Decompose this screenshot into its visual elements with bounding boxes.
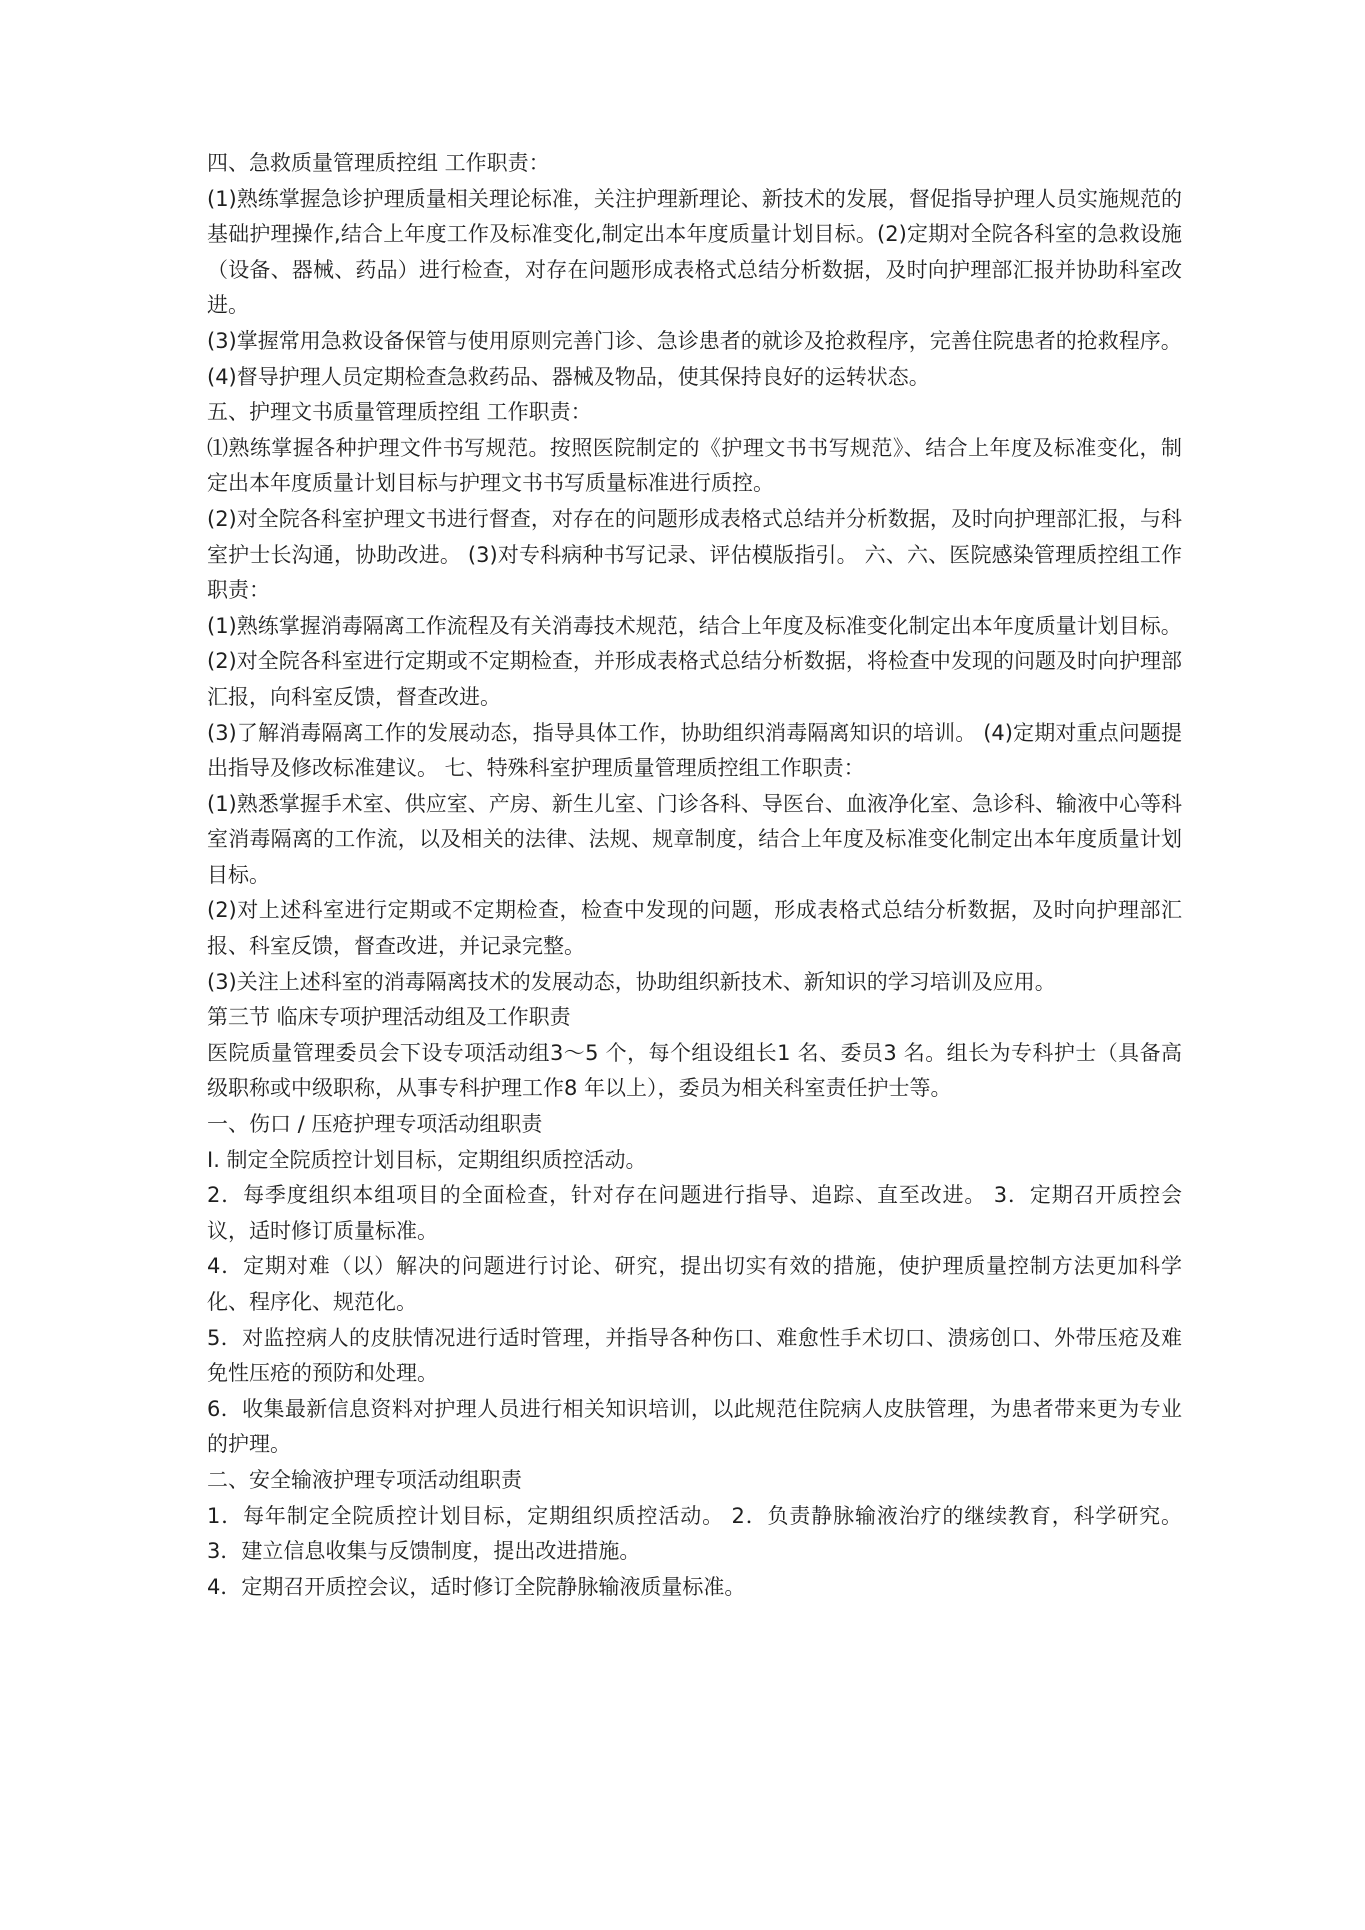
- paragraph: (2)对全院各科室进行定期或不定期检查，并形成表格式总结分析数据，将检查中发现的问题及时向护理部汇报，向科室反馈，督查改进。: [207, 649, 1182, 709]
- list-item: 4．定期召开质控会议，适时修订全院静脉输液质量标准。: [207, 1574, 746, 1599]
- list-item: 5．对监控病人的皮肤情况进行适时管理，并指导各种伤口、难愈性手术切口、溃疡创口、外带压疮及难免性压疮的预防和处理。: [207, 1325, 1182, 1386]
- paragraph: (1)熟练掌握消毒隔离工作流程及有关消毒技术规范，结合上年度及标准变化制定出本年度质量计划目标。: [207, 613, 1182, 638]
- section-heading-nursing-records-qc: 五、护理文书质量管理质控组 工作职责：: [207, 400, 592, 425]
- paragraph: (4)督导护理人员定期检查急救药品、器械及物品，使其保持良好的运转状态。: [207, 364, 930, 389]
- paragraph: (3)关注上述科室的消毒隔离技术的发展动态，协助组织新技术、新知识的学习培训及应用。: [207, 969, 1056, 994]
- paragraph: (2)对全院各科室护理文书进行督查，对存在的问题形成表格式总结并分析数据，及时向护理部汇报，与科室护士长沟通，协助改进。 (3)对专科病种书写记录、评估模版指引。 六、六、医院感染管理质控组工作职责：: [207, 506, 1182, 603]
- document-page: [207, 146, 1182, 1605]
- section-heading-emergency-qc: 四、急救质量管理质控组 工作职责：: [207, 151, 550, 175]
- list-item: 2．每季度组织本组项目的全面检查，针对存在问题进行指导、追踪、直至改进。 3．定期召开质控会议，适时修订质量标准。: [207, 1183, 1182, 1243]
- paragraph: 医院质量管理委员会下设专项活动组3～5 个，每个组设组长1 名、委员3 名。组长为专科护士（具备高级职称或中级职称，从事专科护理工作8 年以上），委员为相关科室责任护士等。: [207, 1040, 1182, 1101]
- paragraph: (2)对上述科室进行定期或不定期检查，检查中发现的问题，形成表格式总结分析数据，及时向护理部汇报、科室反馈，督查改进，并记录完整。: [207, 898, 1182, 959]
- section-heading-wound-pressure-ulcer: 一、伤口 / 压疮护理专项活动组职责: [207, 1112, 543, 1137]
- paragraph: ⑴熟练掌握各种护理文件书写规范。按照医院制定的《护理文书书写规范》、结合上年度及标准变化，制定出本年度质量计划目标与护理文书书写质量标准进行质控。: [207, 435, 1182, 496]
- paragraph: (3)掌握常用急救设备保管与使用原则完善门诊、急诊患者的就诊及抢救程序，完善住院患者的抢救程序。: [207, 328, 1182, 353]
- section-heading-clinical-special-groups: 第三节 临床专项护理活动组及工作职责: [207, 1005, 571, 1030]
- list-item: I. 制定全院质控计划目标，定期组织质控活动。: [207, 1147, 647, 1172]
- list-item: 6．收集最新信息资料对护理人员进行相关知识培训，以此规范住院病人皮肤管理，为患者带来更为专业的护理。: [207, 1396, 1182, 1457]
- list-item: 1．每年制定全院质控计划目标，定期组织质控活动。 2．负责静脉输液治疗的继续教育，科学研究。 3．建立信息收集与反馈制度，提出改进措施。: [207, 1503, 1182, 1564]
- paragraph: (1)熟悉掌握手术室、供应室、产房、新生儿室、门诊各科、导医台、血液净化室、急诊科、输液中心等科室消毒隔离的工作流，以及相关的法律、法规、规章制度，结合上年度及标准变化制定出本年度质量计划目标。: [207, 791, 1182, 887]
- paragraph: (3)了解消毒隔离工作的发展动态，指导具体工作，协助组织消毒隔离知识的培训。 (4)定期对重点问题提出指导及修改标准建议。 七、特殊科室护理质量管理质控组工作职责：: [207, 720, 1182, 781]
- paragraph: (1)熟练掌握急诊护理质量相关理论标准，关注护理新理论、新技术的发展，督促指导护理人员实施规范的基础护理操作,结合上年度工作及标准变化,制定出本年度质量计划目标。(2)定期对全院各科室的急救设施（设备、器械、药品）进行检查，对存在问题形成表格式总结分析数据，及时向护理部汇报并协助科室改进。: [207, 186, 1182, 318]
- section-heading-safe-infusion: 二、安全输液护理专项活动组职责: [207, 1467, 522, 1492]
- list-item: 4．定期对难（以）解决的问题进行讨论、研究，提出切实有效的措施，使护理质量控制方法更加科学化、程序化、规范化。: [207, 1254, 1182, 1314]
